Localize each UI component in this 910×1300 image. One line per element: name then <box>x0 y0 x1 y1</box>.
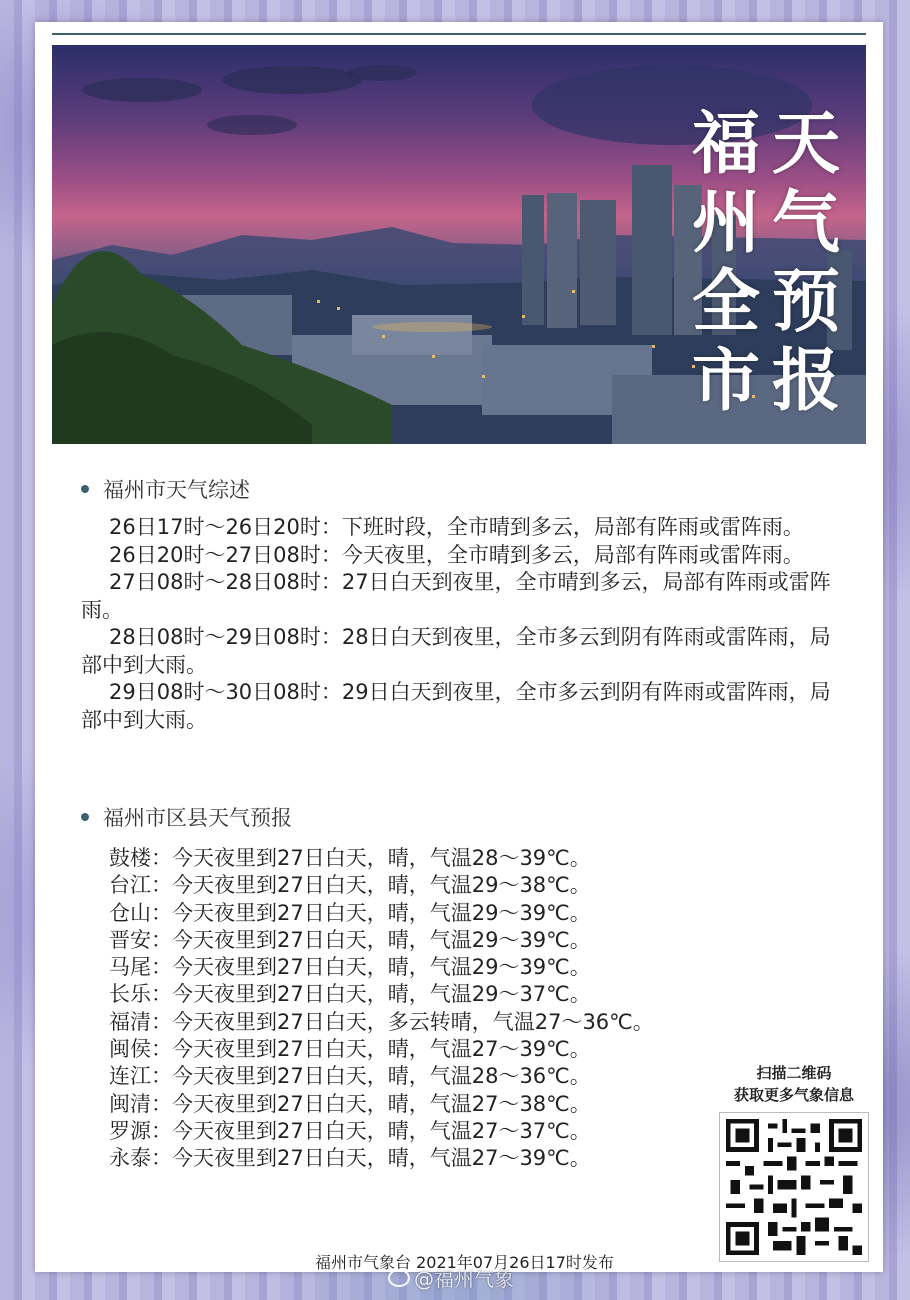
summary-paragraph: 26日20时～27日08时：今天夜里，全市晴到多云，局部有阵雨或雷阵雨。 <box>109 542 804 567</box>
qr-code-icon <box>726 1119 862 1255</box>
forecast-poster <box>35 22 883 1272</box>
qr-caption-2: 获取更多气象信息 <box>733 1086 854 1104</box>
summary-paragraph: 28日08时～29日08时：28日白天到夜里，全市多云到阴有阵雨或雷阵雨，局部中到大雨。 <box>81 625 831 677</box>
bullet-icon <box>81 485 89 493</box>
district-row: 闽清：今天夜里到27日白天，晴，气温27～38℃。 <box>109 1091 591 1116</box>
qr-code[interactable] <box>719 1112 869 1262</box>
district-row: 闽侯：今天夜里到27日白天，晴，气温27～39℃。 <box>109 1037 591 1062</box>
hero-title <box>684 105 844 421</box>
summary-heading-text: 福州市天气综述 <box>103 478 250 502</box>
district-row: 马尾：今天夜里到27日白天，晴，气温29～39℃。 <box>109 955 591 980</box>
district-heading-text: 福州市区县天气预报 <box>103 806 292 830</box>
district-row: 罗源：今天夜里到27日白天，晴，气温27～37℃。 <box>109 1118 591 1143</box>
hero-title-col-2: 福州全市 <box>692 104 761 421</box>
district-row: 台江：今天夜里到27日白天，晴，气温29～38℃。 <box>109 873 591 898</box>
district-heading <box>81 802 292 832</box>
weibo-watermark <box>388 1263 514 1292</box>
summary-paragraph: 27日08时～28日08时：27日白天到夜里，全市晴到多云，局部有阵雨或雷阵雨。 <box>81 570 831 622</box>
summary-paragraph: 29日08时～30日08时：29日白天到夜里，全市多云到阴有阵雨或雷阵雨，局部中到大雨。 <box>81 680 831 732</box>
district-row: 晋安：今天夜里到27日白天，晴，气温29～39℃。 <box>109 927 591 952</box>
district-row: 长乐：今天夜里到27日白天，晴，气温29～37℃。 <box>109 982 591 1007</box>
district-row: 福清：今天夜里到27日白天，多云转晴，气温27～36℃。 <box>109 1009 654 1034</box>
district-list <box>109 845 654 1173</box>
district-row: 连江：今天夜里到27日白天，晴，气温28～36℃。 <box>109 1064 591 1089</box>
qr-panel <box>715 1062 873 1262</box>
summary-paragraph: 26日17时～26日20时：下班时段，全市晴到多云，局部有阵雨或雷阵雨。 <box>109 515 804 539</box>
district-row: 永泰：今天夜里到27日白天，晴，气温27～39℃。 <box>109 1146 591 1171</box>
summary-text <box>81 514 841 734</box>
district-row: 仓山：今天夜里到27日白天，晴，气温29～39℃。 <box>109 900 591 925</box>
bullet-icon <box>81 813 89 821</box>
top-divider <box>52 33 866 35</box>
watermark-text: @福州气象 <box>414 1267 514 1291</box>
district-row: 鼓楼：今天夜里到27日白天，晴，气温28～39℃。 <box>109 846 591 870</box>
qr-caption-1: 扫描二维码 <box>756 1064 832 1082</box>
hero-title-col-1: 天气预报 <box>772 104 841 421</box>
weibo-icon <box>388 1269 410 1287</box>
hero-image <box>52 45 866 444</box>
publisher-footer: 福州市气象台 2021年07月26日17时发布 <box>315 1253 614 1272</box>
summary-heading <box>81 474 250 504</box>
